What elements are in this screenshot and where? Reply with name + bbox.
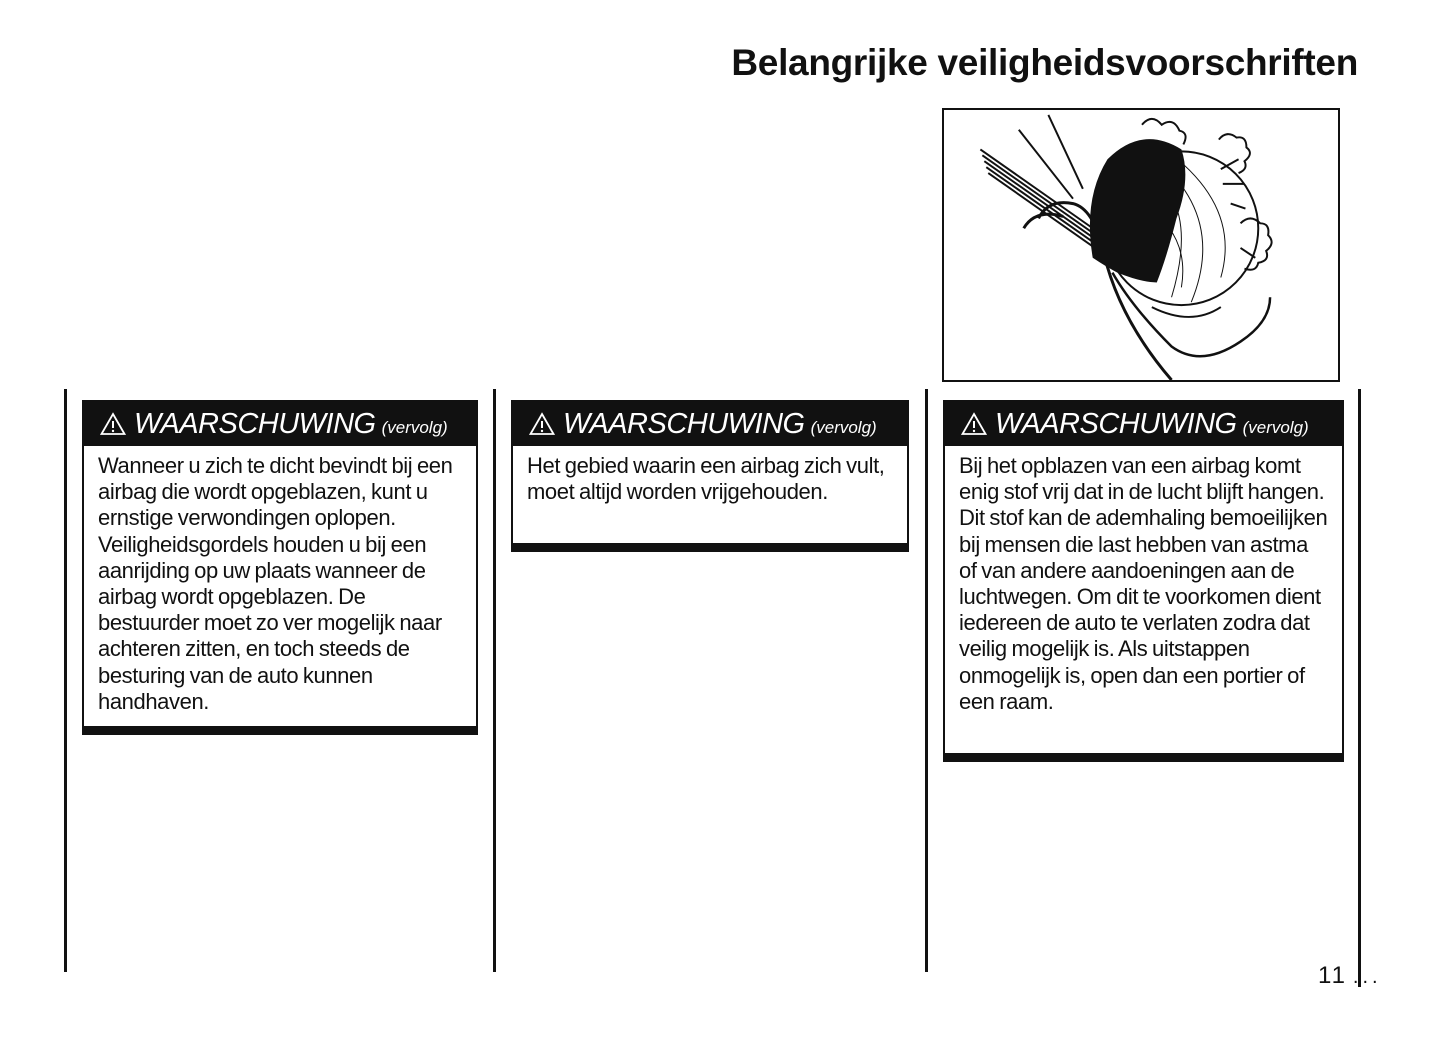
warning-title: WAARSCHUWING (563, 407, 805, 440)
warning-triangle-icon (100, 412, 126, 436)
column-rule (493, 389, 496, 972)
warning-header (513, 402, 907, 446)
warning-text: Wanneer u zich te dicht bevindt bij een airbag die wordt opgeblazen, kunt u ernstige verwondingen oplopen. Veiligheidsgordels houden u bij een aanrijding op uw plaats wanneer de airbag wordt opgeblazen. De bestuurder moet zo ver mogelijk naar achteren zitten, en toch steeds de besturing van de auto kunnen handhaven. (98, 453, 453, 714)
warning-text: Het gebied waarin een airbag zich vult, moet altijd worden vrijgehouden. (527, 453, 885, 505)
warning-box (943, 400, 1344, 762)
warning-subtitle: (vervolg) (1242, 418, 1309, 437)
warning-subtitle: (vervolg) (381, 418, 448, 437)
warning-box (82, 400, 478, 735)
warning-title: WAARSCHUWING (995, 407, 1237, 440)
warning-triangle-icon (961, 412, 987, 436)
warning-header (84, 402, 476, 446)
column-rule (925, 389, 928, 972)
continuation-dots: ... (1352, 966, 1382, 988)
warning-triangle-icon (529, 412, 555, 436)
page-title: Belangrijke veiligheidsvoorschriften (731, 42, 1358, 83)
page-number (1318, 962, 1382, 990)
warning-subtitle: (vervolg) (810, 418, 877, 437)
warning-header (945, 402, 1342, 446)
column-rule (64, 389, 67, 972)
warning-box (511, 400, 909, 552)
warning-title: WAARSCHUWING (134, 407, 376, 440)
page-number-value: 11 (1318, 962, 1347, 989)
column-rule (1358, 389, 1361, 987)
warning-text: Bij het opblazen van een airbag komt enig stof vrij dat in de lucht blijft hangen. Dit stof kan de ademhaling bemoeilijken bij mensen die last hebben van astma of van andere aandoeningen aan de luchtwegen. Om dit te voorkomen dient iedereen de auto te verlaten zodra dat veilig mogelijk is. Als uitstappen onmogelijk is, open dan een portier of een raam. (959, 453, 1328, 714)
airbag-inflation-illustration (942, 108, 1340, 382)
